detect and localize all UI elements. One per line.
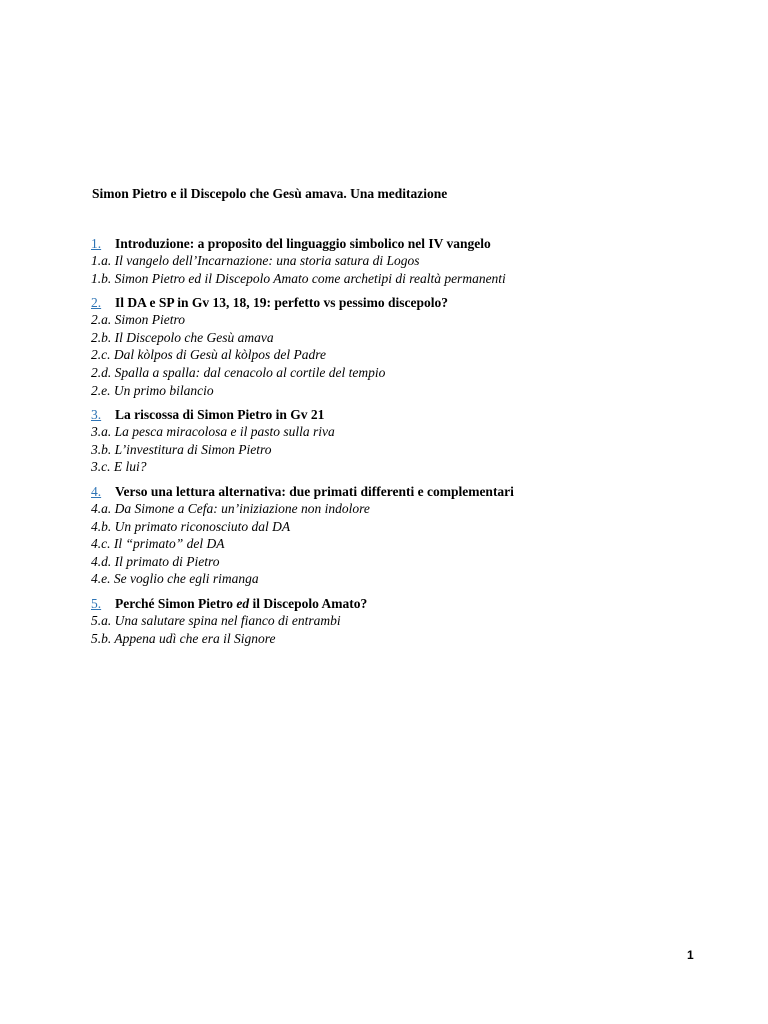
toc-section-number-link[interactable]: 3. bbox=[91, 407, 102, 423]
toc-subsection-item: 1.b. Simon Pietro ed il Discepolo Amato come archetipi di realtà permanenti bbox=[91, 270, 506, 286]
toc-section-number-link[interactable]: 4. bbox=[91, 483, 102, 499]
toc-subsection-item: 2.e. Un primo bilancio bbox=[91, 382, 214, 398]
toc-section-title: Introduzione: a proposito del linguaggio simbolico nel IV vangelo bbox=[115, 236, 491, 251]
toc-section-heading bbox=[91, 483, 691, 500]
toc-subsection-item: 5.b. Appena udì che era il Signore bbox=[91, 630, 276, 646]
toc-section-title-rest: il Discepolo Amato? bbox=[249, 595, 368, 611]
toc-section-title: Verso una lettura alternativa: due primati differenti e complementari bbox=[115, 483, 514, 499]
toc-subsection-item: 4.b. Un primato riconosciuto dal DA bbox=[91, 518, 291, 534]
toc-section-number-link[interactable]: 2. bbox=[91, 295, 102, 311]
toc-subsection-item: 2.d. Spalla a spalla: dal cenacolo al cortile del tempio bbox=[91, 364, 386, 380]
toc-section bbox=[91, 483, 691, 588]
page-number: 1 bbox=[687, 948, 694, 962]
toc-section bbox=[91, 235, 691, 287]
toc-section bbox=[91, 595, 691, 647]
toc-section-title: Perché Simon Pietro bbox=[115, 595, 237, 611]
document-title: Simon Pietro e il Discepolo che Gesù amava. Una meditazione bbox=[92, 186, 448, 201]
toc-section-title: Il DA e SP in Gv 13, 18, 19: perfetto vs pessimo discepolo? bbox=[115, 295, 448, 311]
toc-subsection-item: 1.a. Il vangelo dell’Incarnazione: una storia satura di Logos bbox=[91, 253, 420, 268]
toc-section-number-link[interactable]: 5. bbox=[91, 595, 102, 611]
toc-section bbox=[91, 294, 691, 399]
toc-subsection-item: 3.a. La pesca miracolosa e il pasto sulla riva bbox=[91, 424, 335, 440]
toc-section-number-link[interactable]: 1. bbox=[91, 236, 102, 251]
toc-subsection-item: 4.c. Il “primato” del DA bbox=[91, 536, 225, 552]
toc-subsection-item: 4.a. Da Simone a Cefa: un’iniziazione non indolore bbox=[91, 500, 370, 516]
toc-section-title: La riscossa di Simon Pietro in Gv 21 bbox=[115, 407, 325, 423]
toc-subsection-item: 2.a. Simon Pietro bbox=[91, 312, 185, 328]
toc-subsection-item: 2.c. Dal kòlpos di Gesù al kòlpos del Padre bbox=[91, 347, 326, 363]
toc-section-heading bbox=[91, 595, 691, 612]
toc-subsection-item: 5.a. Una salutare spina nel fianco di entrambi bbox=[91, 612, 341, 628]
toc-section-heading bbox=[91, 406, 691, 423]
toc-subsection-item: 3.b. L’investitura di Simon Pietro bbox=[91, 441, 272, 457]
table-of-contents bbox=[91, 235, 691, 654]
toc-section-heading bbox=[91, 294, 691, 311]
toc-section-title-emphasis: ed bbox=[236, 595, 250, 611]
toc-section bbox=[91, 406, 691, 476]
toc-subsection-item: 2.b. Il Discepolo che Gesù amava bbox=[91, 329, 274, 345]
toc-subsection-item: 4.e. Se voglio che egli rimanga bbox=[91, 571, 259, 587]
toc-subsection-item: 3.c. E lui? bbox=[91, 459, 147, 475]
toc-section-heading bbox=[91, 235, 691, 252]
toc-subsection-item: 4.d. Il primato di Pietro bbox=[91, 553, 220, 569]
